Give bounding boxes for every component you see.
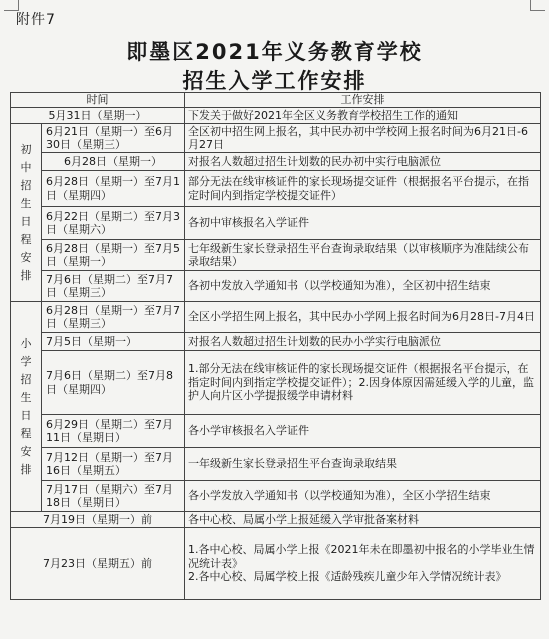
row-time: 6月28日（星期一）至7月7日（星期三） — [42, 302, 185, 333]
row-time: 6月28日（星期一） — [42, 153, 185, 171]
row-time: 6月21日（星期一）至6月30日（星期三） — [42, 124, 185, 153]
row-time: 6月28日（星期一）至7月1日（星期四） — [42, 171, 185, 207]
table-row — [11, 302, 541, 333]
junior-category: 初中招生日程安排 — [11, 124, 42, 302]
table-row — [11, 448, 541, 481]
page-title: 即墨区2021年义务教育学校 — [126, 40, 423, 64]
row-work: 七年级新生家长登录招生平台查询录取结果（以审核顺序为准陆续公布录取结果） — [185, 240, 541, 271]
attachment-label: 附件7 — [16, 12, 56, 28]
header-time: 时间 — [11, 93, 185, 108]
table-row — [11, 333, 541, 351]
row-work: 各小学审核报名入学证件 — [185, 415, 541, 448]
row-work — [185, 528, 541, 600]
row-time: 7月5日（星期一） — [42, 333, 185, 351]
row-work: 全区小学招生网上报名，其中民办小学网上报名时间为6月28日-7月4日 — [185, 302, 541, 333]
row-work: 1.部分无法在线审核证件的家长现场提交证件（根据报名平台提示，在指定时间内到指定学校提交证件）；2.因身体原因需延缓入学的儿童，监护人向片区小学提报缓学申请材料 — [185, 351, 541, 415]
row-work: 一年级新生家长登录招生平台查询录取结果 — [185, 448, 541, 481]
crop-mark-right — [530, 0, 545, 11]
row-work-line-1: 1.各中心校、局属小学上报《2021年未在即墨初中报名的小学毕业生情况统计表》 — [188, 543, 535, 570]
row-work: 对报名人数超过招生计划数的民办小学实行电脑派位 — [185, 333, 541, 351]
row-work: 部分无法在线审核证件的家长现场提交证件（根据报名平台提示，在指定时间内到指定学校提交证件） — [185, 171, 541, 207]
row-time: 7月17日（星期六）至7月18日（星期日） — [42, 481, 185, 512]
row-work: 下发关于做好2021年全区义务教育学校招生工作的通知 — [185, 108, 541, 124]
table-row — [11, 271, 541, 302]
table-row — [11, 512, 541, 528]
row-time: 6月29日（星期二）至7月11日（星期日） — [42, 415, 185, 448]
table-row — [11, 207, 541, 240]
row-time: 7月19日（星期一）前 — [11, 512, 185, 528]
row-work: 各中心校、局属小学上报延缓入学审批备案材料 — [185, 512, 541, 528]
row-work: 全区初中招生网上报名，其中民办初中学校网上报名时间为6月21日-6月27日 — [185, 124, 541, 153]
table-row — [11, 351, 541, 415]
row-time: 6月22日（星期二）至7月3日（星期六） — [42, 207, 185, 240]
table-row — [11, 240, 541, 271]
table-row — [11, 528, 541, 600]
row-work: 各小学发放入学通知书（以学校通知为准），全区小学招生结束 — [185, 481, 541, 512]
table-row — [11, 153, 541, 171]
table-row — [11, 108, 541, 124]
page-subtitle: 招生入学工作安排 — [182, 69, 367, 93]
row-work-line-2: 2.各中心校、局属学校上报《适龄残疾儿童少年入学情况统计表》 — [188, 570, 507, 584]
row-work: 对报名人数超过招生计划数的民办初中实行电脑派位 — [185, 153, 541, 171]
row-time: 7月6日（星期二）至7月7日（星期三） — [42, 271, 185, 302]
row-work: 各初中审核报名入学证件 — [185, 207, 541, 240]
row-time: 7月12日（星期一）至7月16日（星期五） — [42, 448, 185, 481]
table-row — [11, 171, 541, 207]
header-work: 工作安排 — [185, 93, 541, 108]
row-time: 7月23日（星期五）前 — [11, 528, 185, 600]
table-row — [11, 124, 541, 153]
table-row — [11, 415, 541, 448]
row-time: 6月28日（星期一）至7月5日（星期一） — [42, 240, 185, 271]
row-time: 7月6日（星期二）至7月8日（星期四） — [42, 351, 185, 415]
row-time: 5月31日（星期一） — [11, 108, 185, 124]
row-work: 各初中发放入学通知书（以学校通知为准），全区初中招生结束 — [185, 271, 541, 302]
schedule-table — [10, 92, 541, 600]
table-header-row — [11, 93, 541, 108]
primary-category: 小学招生日程安排 — [11, 302, 42, 512]
table-row — [11, 481, 541, 512]
